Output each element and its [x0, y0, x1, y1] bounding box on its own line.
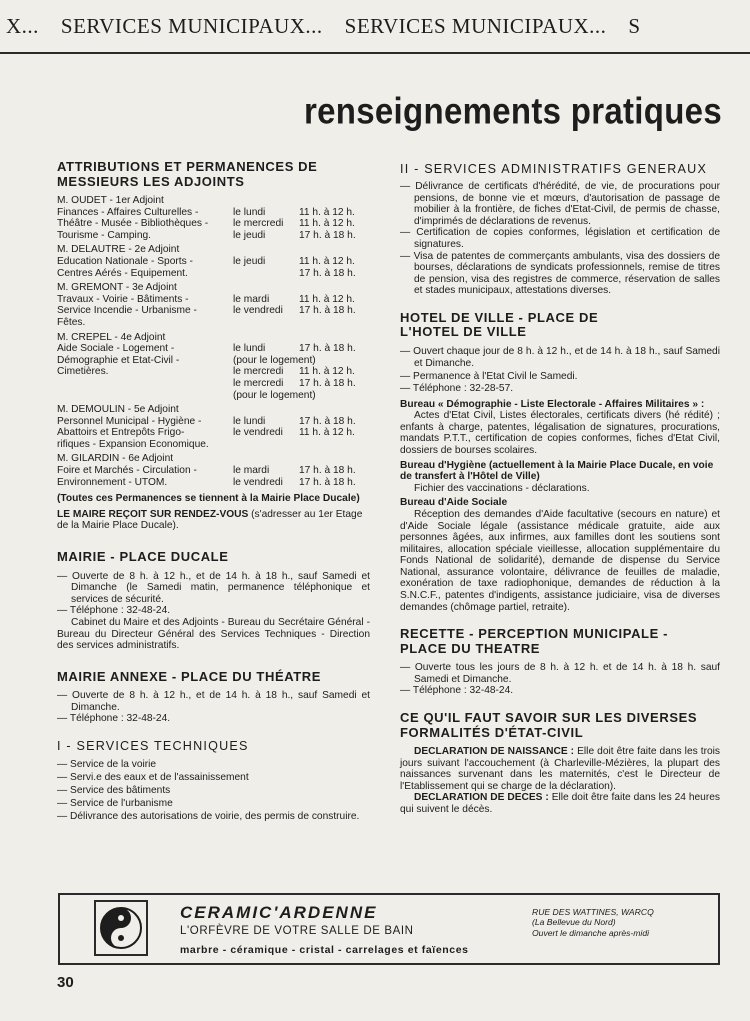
permanence-day: (pour le logement) [233, 389, 316, 401]
list-item: — Service de l'urbanisme [57, 797, 370, 810]
mairie-annexe-heading: MAIRIE ANNEXE - PLACE DU THÉATRE [57, 668, 322, 684]
attribution-text: Tourisme - Camping. [57, 229, 151, 241]
adjoint-name: M. DEMOULIN - 5e Adjoint [57, 404, 179, 416]
permanence-hours: 17 h. à 18 h. [299, 267, 356, 279]
permanence-hours: 17 h. à 18 h. [299, 343, 356, 355]
permanence-day: le mercredi [233, 366, 284, 378]
list-item: — Ouvert chaque jour de 8 h. à 12 h., et de 14 h. à 18 h., sauf Samedi et Dimanche. [400, 346, 720, 371]
permanence-row [57, 343, 370, 355]
list-item: — Téléphone : 32-48-24. [400, 685, 720, 697]
list-item: — Téléphone : 32-28-57. [400, 383, 720, 395]
permanence-day: le vendredi [233, 427, 283, 439]
permanence-row [57, 439, 370, 451]
advertisement [58, 893, 720, 965]
list-item: — Visa de patentes de commerçants ambulants, visa des dossiers de bourses, déclarations de syndicats professionnels, remise de titres de pension, visa des registres de commerce, réservation de salles et stades municipaux, attestations diverses. [400, 251, 720, 297]
permanence-hours: 17 h. à 18 h. [299, 305, 356, 317]
attribution-text: Foire et Marchés - Circulation - [57, 465, 197, 477]
permanence-row [57, 317, 370, 329]
permanence-hours: 17 h. à 18 h. [299, 476, 356, 488]
permanence-hours [299, 317, 370, 329]
maire-note-rest: (s'adresser au 1er Etage de la Mairie Place Ducale). [57, 508, 363, 532]
bureau-hygiene-text: Fichier des vaccinations - déclarations. [414, 482, 590, 494]
permanence-day: (pour le logement) [233, 354, 316, 366]
permanence-hours: 17 h. à 18 h. [299, 229, 356, 241]
permanences-note: (Toutes ces Permanences se tiennent à la Mairie Place Ducale) [57, 493, 360, 505]
attribution-text: rifiques - Expansion Economique. [57, 438, 209, 450]
declaration-deces-text: Elle doit être faite dans les 24 heures qui suivent le décès. [400, 792, 720, 815]
mairie-ducale-list [57, 571, 370, 617]
permanence-hours: 17 h. à 18 h. [299, 465, 356, 477]
ad-tagline: L'ORFÈVRE DE VOTRE SALLE DE BAIN [180, 925, 414, 937]
ad-products: marbre - céramique - cristal - carrelages et faïences [180, 944, 469, 956]
permanence-row [57, 416, 370, 428]
declaration-naissance [400, 746, 720, 792]
permanence-row [57, 390, 370, 402]
maire-note-bold: LE MAIRE REÇOIT SUR RENDEZ-VOUS [57, 508, 249, 520]
permanence-day: le vendredi [233, 476, 283, 488]
mairie-ducale-heading: MAIRIE - PLACE DUCALE [57, 549, 229, 565]
running-header [0, 0, 750, 54]
adjoint-name: M. CREPEL - 4e Adjoint [57, 331, 166, 343]
declaration-naissance-title: DECLARATION DE NAISSANCE : [414, 746, 575, 758]
list-item: — Service de la voirie [57, 758, 370, 771]
header-fragment: SERVICES MUNICIPAUX... [60, 13, 323, 38]
permanence-row [57, 355, 370, 367]
attribution-text: Personnel Municipal - Hygiène - [57, 415, 202, 427]
left-column [57, 160, 370, 823]
attribution-text: Fêtes. [57, 316, 86, 328]
permanence-day: le lundi [233, 206, 266, 218]
attribution-text: Service Incendie - Urbanisme - [57, 305, 197, 317]
list-item: — Certification de copies conformes, législation et certification de signatures. [400, 227, 720, 250]
attribution-text: Abattoirs et Entrepôts Frigo- [57, 427, 185, 439]
attribution-text: Education Nationale - Sports - [57, 255, 193, 267]
permanence-day: le mardi [233, 465, 270, 477]
adjoint-name: M. GILARDIN - 6e Adjoint [57, 453, 174, 465]
permanence-day [233, 268, 299, 280]
permanence-hours [299, 390, 370, 402]
recette-list [400, 662, 720, 697]
permanence-row [57, 294, 370, 306]
recette-heading: RECETTE - PERCEPTION MUNICIPALE - PLACE DU THEATRE [400, 626, 669, 656]
ceramic-logo-icon [94, 900, 148, 956]
attribution-text: Finances - Affaires Culturelles - [57, 206, 199, 218]
permanence-hours: 11 h. à 12 h. [299, 366, 355, 378]
list-item: — Ouverte tous les jours de 8 h. à 12 h. et de 14 h. à 18 h. sauf Samedi et Dimanche. [400, 662, 720, 685]
permanence-row [57, 207, 370, 219]
page-title: renseignements pratiques [304, 89, 722, 132]
list-item: — Service des bâtiments [57, 784, 370, 797]
mairie-ducale-services: Cabinet du Maire et des Adjoints - Bureau du Secrétaire Général - Bureau du Directeur Général des Services Techniques - Direction des services administratifs. [57, 616, 370, 652]
permanence-day: le mardi [233, 293, 270, 305]
header-fragment: X... [6, 13, 39, 38]
permanence-hours [299, 439, 370, 451]
attribution-text: Démographie et Etat-Civil - [57, 354, 180, 366]
mairie-annexe-list [57, 690, 370, 725]
permanence-day: le jeudi [233, 229, 266, 241]
bureau-demographie-title: Bureau « Démographie - Liste Electorale - Affaires Militaires » : [400, 398, 705, 410]
maire-note [57, 509, 370, 532]
etat-civil-heading: CE QU'IL FAUT SAVOIR SUR LES DIVERSES FORMALITÉS D'ÉTAT-CIVIL [400, 710, 698, 740]
permanence-hours: 11 h. à 12 h. [299, 218, 355, 230]
permanence-row [57, 230, 370, 242]
ad-company-name: CERAMIC'ARDENNE [180, 903, 378, 922]
attributions-heading: ATTRIBUTIONS ET PERMANENCES DE MESSIEURS LES ADJOINTS [57, 159, 318, 189]
ad-address [532, 907, 654, 938]
list-item: — Téléphone : 32-48-24. [57, 713, 370, 725]
declaration-naissance-text: Elle doit être faite dans les trois jours suivant l'accouchement (à Charleville-Mézières, la plupart des naissances survenant dans les maternités, c'est le Directeur de l'Etablissement qui se charge de la déclaration). [400, 746, 720, 792]
list-item: — Servi.e des eaux et de l'assainissement [57, 771, 370, 784]
permanence-row [57, 427, 370, 439]
permanence-row [57, 477, 370, 489]
attribution-text: Environnement - UTOM. [57, 476, 168, 488]
permanence-day: le mercredi [233, 377, 284, 389]
permanence-hours: 17 h. à 18 h. [299, 377, 356, 389]
attribution-text: Cimetières. [57, 366, 109, 378]
permanence-hours: 17 h. à 18 h. [299, 415, 356, 427]
adjoint-name: M. OUDET - 1er Adjoint [57, 195, 164, 206]
page-number: 30 [57, 974, 74, 991]
permanence-day: le vendredi [233, 305, 283, 317]
permanence-hours: 11 h. à 12 h. [299, 427, 355, 439]
attribution-text [57, 378, 233, 390]
header-fragment: S [628, 13, 641, 38]
list-item: — Ouverte de 8 h. à 12 h., et de 14 h. à 18 h., sauf Samedi et Dimanche (le Samedi matin, permanence téléphonique et services de sécurité. [57, 571, 370, 606]
permanence-day: le mercredi [233, 218, 284, 230]
list-item: — Délivrance des autorisations de voirie, des permis de construire. [57, 810, 370, 823]
list-item: — Permanence à l'Etat Civil le Samedi. [400, 371, 720, 383]
list-item: — Délivrance de certificats d'hérédité, de vie, de procurations pour pensions, de bonne vie et mœurs, d'autorisation de passage de mobilier à la frontière, de fiches d'Etat-Civil, de permis de chasse, d'imprimés de déclarations de revenus. [400, 181, 720, 227]
bureau-demographie-text: Actes d'Etat Civil, Listes électorales, certificats divers (hé rédité) ; enfants à charge, patentes, légalisation de signatures, procurations, mandats P.T.T., certification de copies conformes, fiches d'Etat Civil, dossiers de bourses scolaires. [400, 410, 720, 456]
permanence-hours: 11 h. à 12 h. [299, 293, 355, 305]
adjoint-name: M. DELAUTRE - 2e Adjoint [57, 244, 180, 256]
services-admin-list [400, 181, 720, 297]
permanence-hours: 11 h. à 12 h. [299, 206, 355, 218]
attribution-text: Travaux - Voirie - Bâtiments - [57, 293, 189, 305]
attribution-text: Théâtre - Musée - Bibliothèques - [57, 218, 209, 230]
services-admin-heading: II - SERVICES ADMINISTRATIFS GENERAUX [400, 162, 708, 176]
adjoint-name: M. GREMONT - 3e Adjoint [57, 282, 177, 294]
permanence-day: le jeudi [233, 255, 266, 267]
attribution-text: Aide Sociale - Logement - [57, 343, 175, 355]
attribution-text: Centres Aérés - Equipement. [57, 267, 188, 279]
permanence-day: le lundi [233, 343, 266, 355]
permanence-row [57, 366, 370, 378]
declaration-deces-title: DECLARATION DE DECES : [414, 792, 549, 804]
header-fragment: SERVICES MUNICIPAUX... [344, 13, 607, 38]
permanence-row [57, 218, 370, 230]
list-item: — Ouverte de 8 h. à 12 h., et de 14 h. à 18 h., sauf Samedi et Dimanche. [57, 690, 370, 713]
permanence-hours [299, 355, 370, 367]
hotel-de-ville-list [400, 346, 720, 396]
bureau-hygiene-title: Bureau d'Hygiène (actuellement à la Mairie Place Ducale, en voie de transfert à l'Hôtel de Ville) [400, 459, 714, 483]
permanence-row [57, 378, 370, 390]
permanence-row [57, 305, 370, 317]
right-column [400, 160, 720, 816]
permanence-hours: 11 h. à 12 h. [299, 255, 355, 267]
permanence-row [57, 268, 370, 280]
adjoints-list [57, 195, 370, 488]
declaration-deces [400, 792, 720, 815]
services-techniques-list [57, 758, 370, 823]
permanence-day [233, 439, 299, 451]
permanence-row [57, 465, 370, 477]
permanence-day [233, 317, 299, 329]
bureau-aide-sociale-title: Bureau d'Aide Sociale [400, 497, 508, 509]
permanence-day: le lundi [233, 415, 266, 427]
ad-address-line: (La Bellevue du Nord) [532, 917, 616, 928]
bureau-aide-sociale-text: Réception des demandes d'Aide facultative (secours en nature) et d'Aide Sociale légale (assistance médicale gratuite, aide aux personnes âgées, aux infirmes, aux familles dont les soutiens sont militaires, allocation spéciale vieillesse, allocation supplémentaire du Fonds National de solidarité), demande de dispense du Service National, assurance volontaire, délivrance de feuilles de maladie, exonération de taxe radiophonique, demandes de réduction à la S.N.C.F., patentes d'indigents, assistance judiciaire, visa de diverses demandes (chômage partiel, retraite). [400, 508, 720, 613]
ad-address-line: RUE DES WATTINES, WARCQ [532, 907, 654, 917]
permanence-row [57, 256, 370, 268]
attribution-text [57, 390, 233, 402]
ad-address-line: Ouvert le dimanche après-midi [532, 927, 650, 938]
list-item: — Téléphone : 32-48-24. [57, 605, 370, 617]
services-techniques-heading: I - SERVICES TECHNIQUES [57, 738, 249, 753]
hotel-de-ville-heading: HOTEL DE VILLE - PLACE DE L'HOTEL DE VILLE [400, 309, 599, 340]
